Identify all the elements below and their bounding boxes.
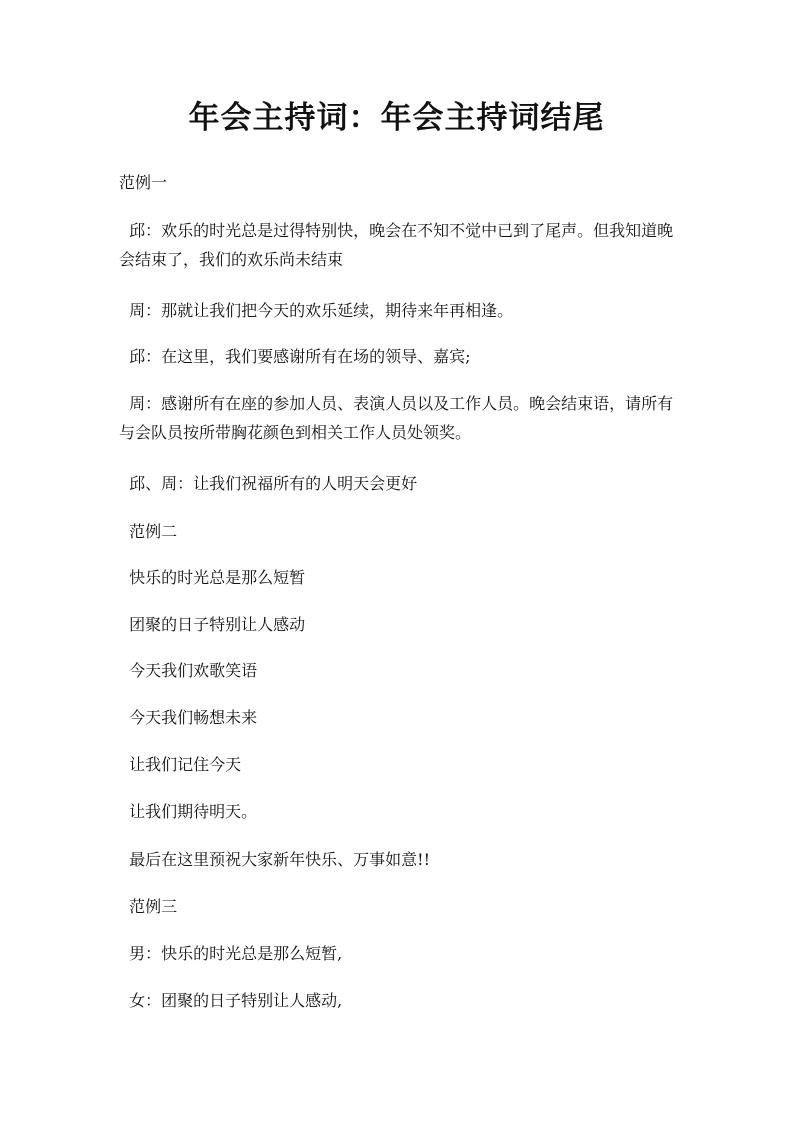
paragraph-line-5: 让我们记住今天: [119, 755, 242, 774]
paragraph-line-3: 今天我们欢歌笑语: [119, 661, 258, 680]
paragraph-male-1: 男：快乐的时光总是那么短暂,: [119, 944, 343, 963]
paragraph-line-2: 团聚的日子特别让人感动: [119, 615, 306, 634]
paragraph-qiu-zhou: 邱、周：让我们祝福所有的人明天会更好: [119, 474, 418, 493]
paragraph-line-6: 让我们期待明天。: [119, 802, 258, 821]
paragraph-example-2-heading: 范例二: [119, 522, 178, 541]
paragraph-line-4: 今天我们畅想未来: [119, 708, 258, 727]
paragraph-female-1: 女：团聚的日子特别让人感动,: [119, 991, 343, 1010]
paragraph-line-1: 快乐的时光总是那么短暂: [119, 568, 306, 587]
paragraph-closing-wish: 最后在这里预祝大家新年快乐、万事如意!!: [119, 850, 431, 869]
paragraph-example-1-heading: 范例一: [119, 173, 168, 192]
paragraph-zhou-2: 周：感谢所有在座的参加人员、表演人员以及工作人员。晚会结束语，请所有与会队员按所带胸花颜色到相关工作人员处领奖。: [119, 394, 674, 442]
paragraph-example-3-heading: 范例三: [119, 897, 178, 916]
paragraph-zhou-1: 周：那就让我们把今天的欢乐延续，期待来年再相逢。: [119, 301, 514, 320]
paragraph-qiu-2: 邱：在这里，我们要感谢所有在场的领导、嘉宾;: [119, 347, 471, 366]
document-title: 年会主持词：年会主持词结尾: [188, 100, 605, 136]
paragraph-qiu-1: 邱：欢乐的时光总是过得特别快，晚会在不知不觉中已到了尾声。但我知道晚会结束了，我们的欢乐尚未结束: [119, 221, 674, 269]
